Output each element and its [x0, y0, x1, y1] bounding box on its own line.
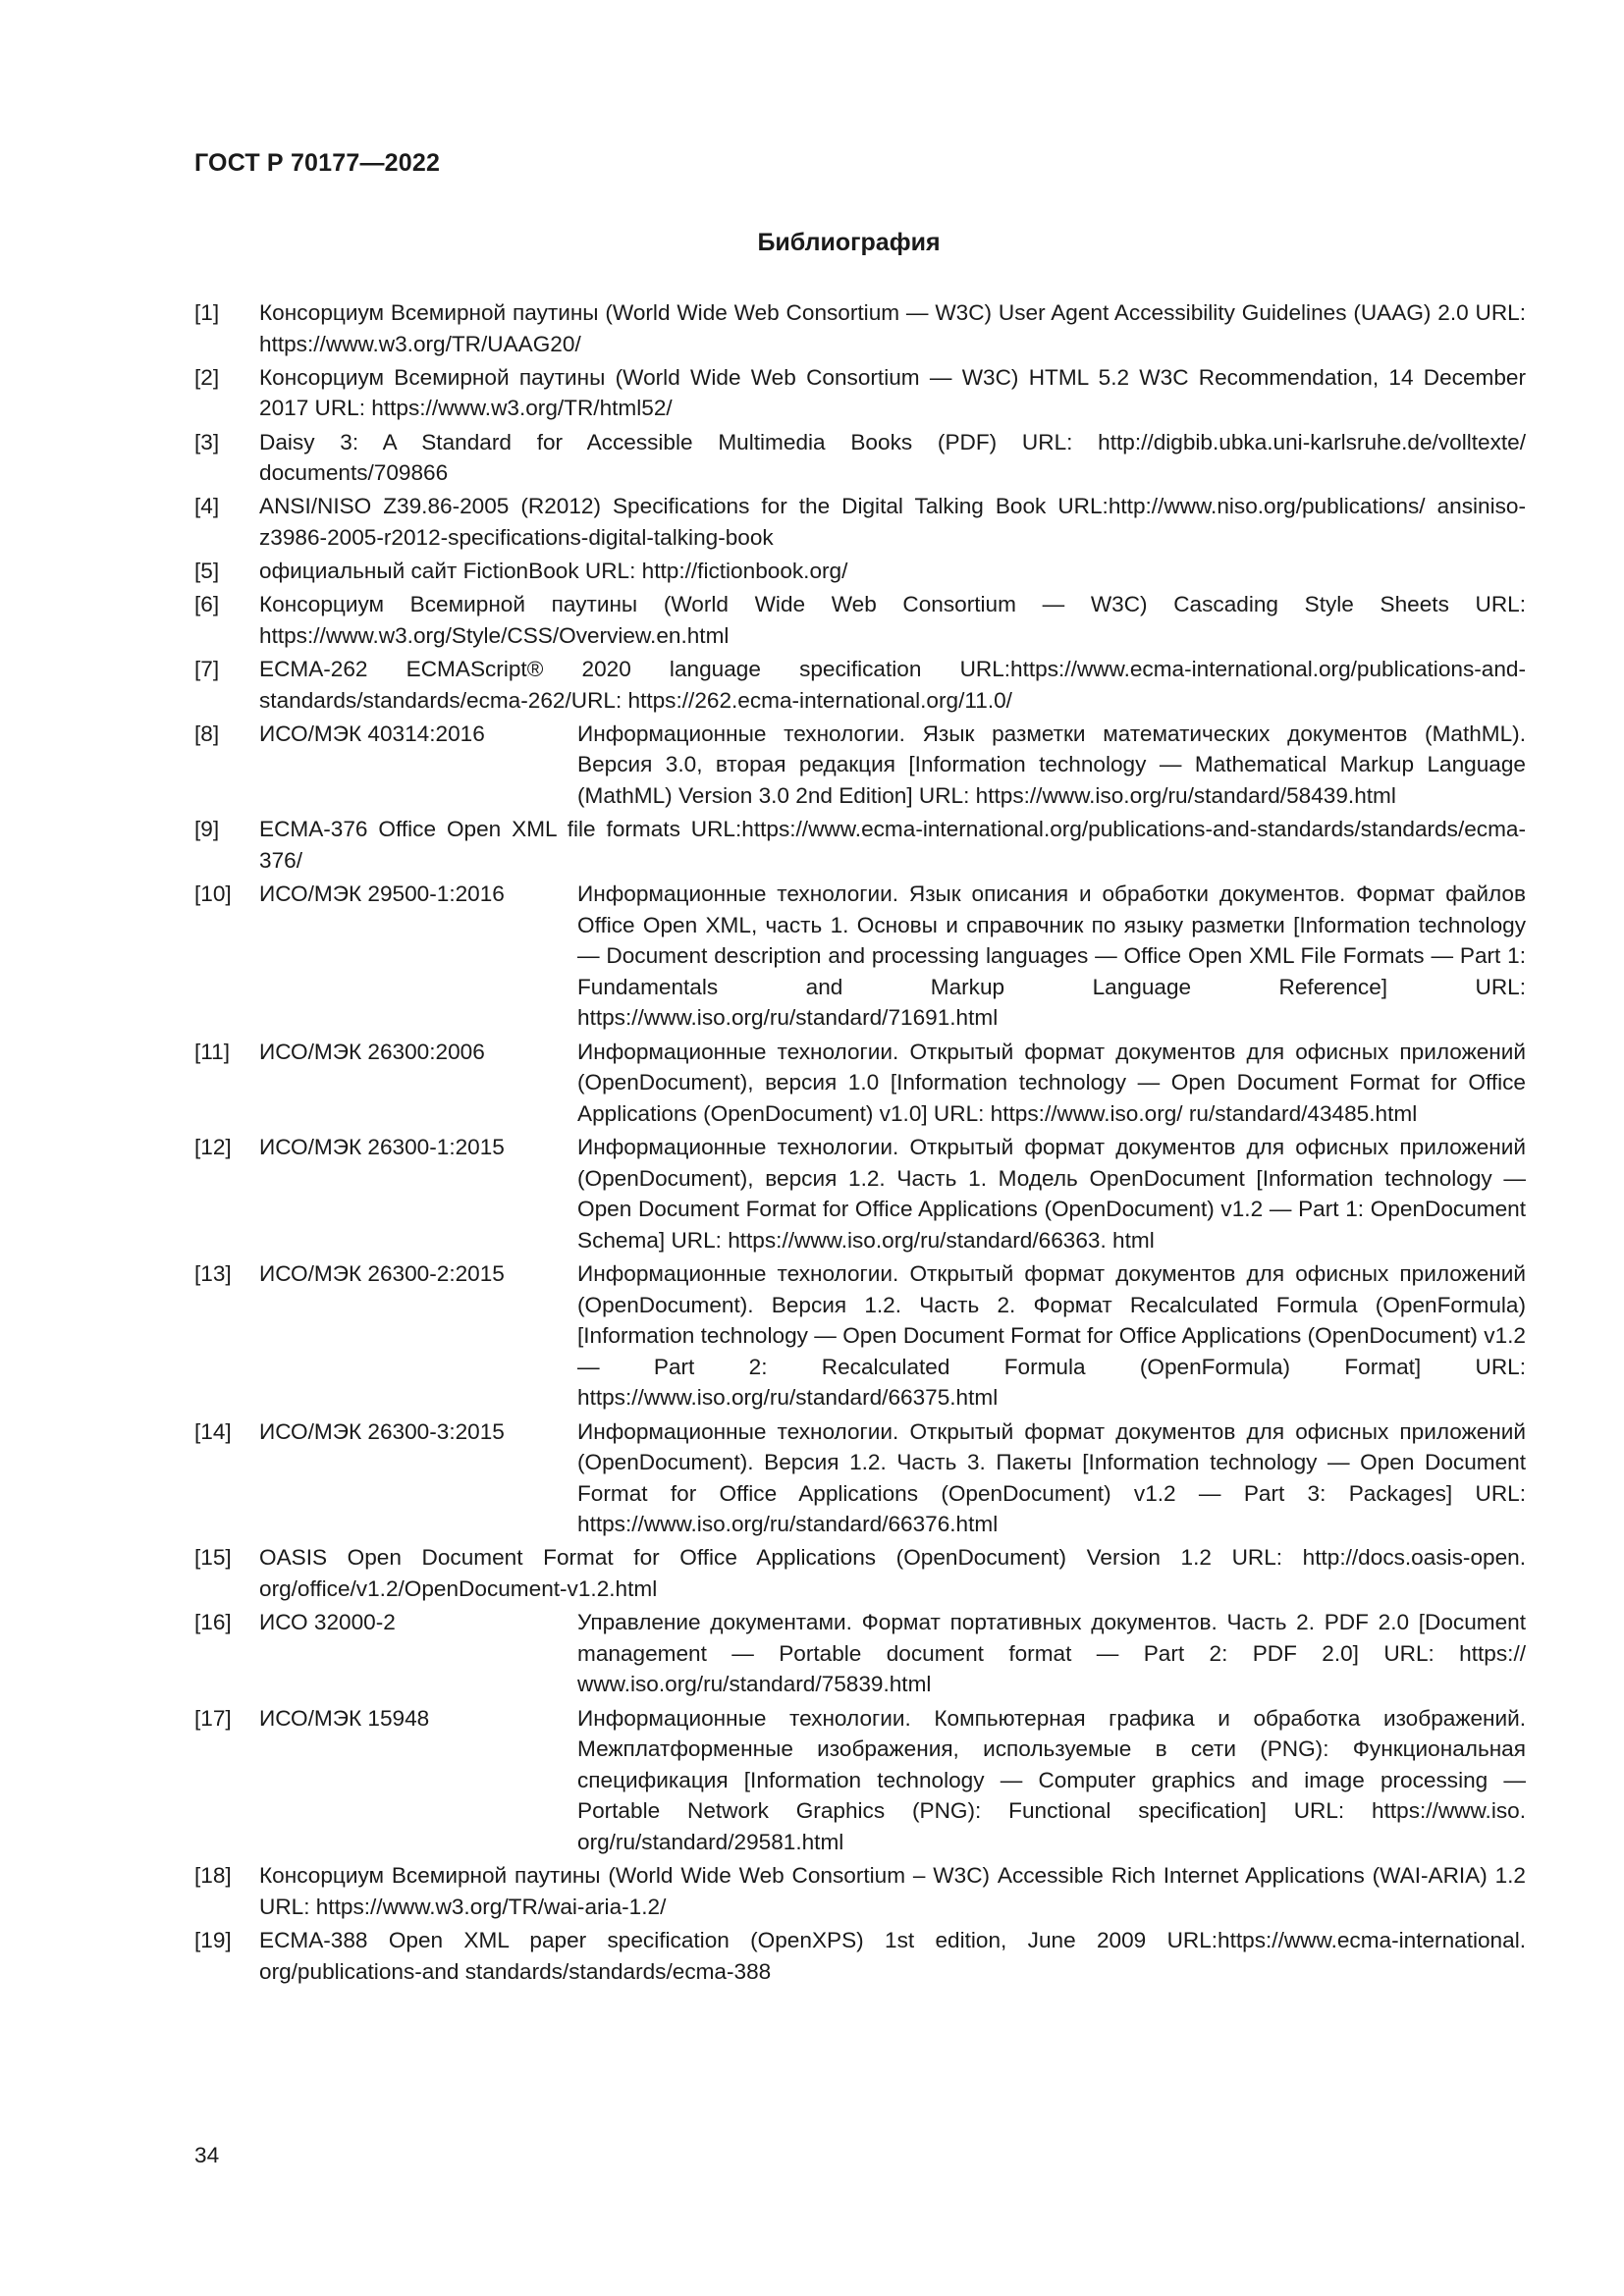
entry-standard-code: ИСО/МЭК 26300-3:2015: [259, 1418, 505, 1444]
entry-number: [18]: [194, 1863, 232, 1889]
entry-description: Информационные технологии. Язык описания и обработки документов. Формат файлов Office Open XML, часть 1. Основы и справочник по языку разметки [Information technology — Document description and processing languages — Office Open XML File Formats — Part 1: Fundamentals and Markup Language Reference] URL: https://www.iso.org/ru/standard/71691.html: [577, 881, 1526, 1031]
entry-description: Информационные технологии. Компьютерная графика и обработка изображений. Межплатформенные изображения, используемые в сети (PNG): Функциональная спецификация [Information technology — Computer graphics and image processing — Portable Network Graphics (PNG): Functional specification] URL: https://www.iso. org/ru/standard/29581.html: [577, 1705, 1526, 1854]
entry-number: [8]: [194, 721, 220, 746]
entry-number: [16]: [194, 1610, 232, 1635]
entry-number: [7]: [194, 657, 220, 682]
entry-number: [2]: [194, 364, 220, 390]
entry-number: [6]: [194, 592, 220, 617]
entry-text: ANSI/NISO Z39.86-2005 (R2012) Specifications for the Digital Talking Book URL:http://www.niso.org/publications/ ansiniso-z3986-2005-r2012-specifications-digital-talking-book: [259, 494, 1526, 550]
entry-description: Информационные технологии. Открытый формат документов для офисных приложений (OpenDocument). Версия 1.2. Часть 2. Формат Recalculated Formula (OpenFormula) [Information technology — Open Document Format for Office Applications (OpenDocument) v1.2 — Part 2: Recalculated Formula (OpenFormula) Format] URL: https://www.iso.org/ru/standard/66375.html: [577, 1260, 1526, 1411]
entry-standard-code: ИСО/МЭК 26300-2:2015: [259, 1260, 505, 1286]
entry-standard-code: ИСО 32000-2: [259, 1610, 396, 1635]
bibliography-entry: [194, 1925, 1526, 1987]
entry-number: [15]: [194, 1545, 232, 1571]
entry-number: [1]: [194, 300, 220, 325]
bibliography-entry: [194, 1258, 1526, 1414]
entry-number: [10]: [194, 881, 232, 907]
bibliography-entry: [194, 427, 1526, 489]
entry-standard-code: ИСО/МЭК 26300:2006: [259, 1039, 485, 1064]
entry-text: ECMA-376 Office Open XML file formats URL:https://www.ecma-international.org/publications-and-standards/standards/ecma-376/: [259, 817, 1526, 873]
entry-number: [12]: [194, 1134, 232, 1159]
entry-standard-code: ИСО/МЭК 40314:2016: [259, 721, 485, 746]
entry-standard-code: ИСО/МЭК 29500-1:2016: [259, 881, 505, 907]
entry-text: ECMA-262 ECMAScript® 2020 language specification URL:https://www.ecma-international.org/publications-and-standards/standards/ecma-262/URL: https://262.ecma-international.org/11.0/: [259, 657, 1526, 713]
bibliography-entry: [194, 1607, 1526, 1700]
bibliography-entry: [194, 879, 1526, 1034]
bibliography-list: [194, 297, 1526, 1990]
entry-text: Консорциум Всемирной паутины (World Wide Web Consortium – W3C) Accessible Rich Internet Applications (WAI-ARIA) 1.2 URL: https://www.w3.org/TR/wai-aria-1.2/: [259, 1863, 1526, 1919]
entry-number: [11]: [194, 1039, 231, 1064]
entry-standard-code: ИСО/МЭК 26300-1:2015: [259, 1134, 505, 1159]
bibliography-title: Библиография: [757, 229, 941, 256]
entry-description: Информационные технологии. Открытый формат документов для офисных приложений (OpenDocument). Версия 1.2. Часть 3. Пакеты [Information technology — Open Document Format for Office Applications (OpenDocument) v1.2 — Part 3: Packages] URL: https://www.iso.org/ru/standard/66376.html: [577, 1418, 1526, 1537]
entry-text: ECMA-388 Open XML paper specification (OpenXPS) 1st edition, June 2009 URL:https://www.ecma-international. org/publications-and standards/standards/ecma-388: [259, 1927, 1526, 1984]
document-code-header: ГОСТ Р 70177—2022: [194, 149, 441, 177]
bibliography-entry: [194, 654, 1526, 716]
bibliography-entry: [194, 814, 1526, 876]
bibliography-entry: [194, 589, 1526, 651]
entry-text: Консорциум Всемирной паутины (World Wide Web Consortium — W3C) HTML 5.2 W3C Recommendation, 14 December 2017 URL: https://www.w3.org/TR/html52/: [259, 364, 1526, 421]
entry-description: Информационные технологии. Открытый формат документов для офисных приложений (OpenDocument), версия 1.2. Часть 1. Модель OpenDocument [Information technology — Open Document Format for Office Applications (OpenDocument) v1.2 — Part 1: OpenDocument Schema] URL: https://www.iso.org/ru/standard/66363. html: [577, 1134, 1526, 1253]
entry-number: [3]: [194, 429, 220, 454]
bibliography-entry: [194, 1542, 1526, 1604]
page-number: 34: [194, 2143, 220, 2167]
entry-description: Информационные технологии. Язык разметки математических документов (MathML). Версия 3.0, вторая редакция [Information technology — Mathematical Markup Language (MathML) Version 3.0 2nd Edition] URL: https://www.iso.org/ru/standard/58439.html: [577, 721, 1526, 809]
bibliography-entry: [194, 297, 1526, 359]
entry-description: Управление документами. Формат портативных документов. Часть 2. PDF 2.0 [Document management — Portable document format — Part 2: PDF 2.0] URL: https:// www.iso.org/ru/standard/75839.html: [577, 1610, 1526, 1697]
entry-standard-code: ИСО/МЭК 15948: [259, 1705, 430, 1731]
bibliography-entry: [194, 1703, 1526, 1858]
entry-text: Консорциум Всемирной паутины (World Wide Web Consortium — W3C) User Agent Accessibility Guidelines (UAAG) 2.0 URL: https://www.w3.org/TR/UAAG20/: [259, 300, 1526, 356]
bibliography-entry: [194, 719, 1526, 812]
bibliography-entry: [194, 491, 1526, 553]
entry-text: Консорциум Всемирной паутины (World Wide Web Consortium — W3C) Cascading Style Sheets URL: https://www.w3.org/Style/CSS/Overview.en.html: [259, 592, 1526, 648]
bibliography-entry: [194, 556, 1526, 587]
entry-number: [19]: [194, 1927, 232, 1952]
entry-number: [9]: [194, 817, 220, 842]
bibliography-entry: [194, 1416, 1526, 1540]
entry-text: Daisy 3: A Standard for Accessible Multimedia Books (PDF) URL: http://digbib.ubka.uni-karlsruhe.de/volltexte/ documents/709866: [259, 429, 1526, 486]
bibliography-entry: [194, 1860, 1526, 1922]
entry-number: [4]: [194, 494, 220, 519]
bibliography-entry: [194, 1037, 1526, 1130]
entry-text: OASIS Open Document Format for Office Applications (OpenDocument) Version 1.2 URL: http://docs.oasis-open. org/office/v1.2/OpenDocument-v1.2.html: [259, 1545, 1526, 1602]
entry-number: [5]: [194, 559, 220, 584]
entry-text: официальный сайт FictionBook URL: http://fictionbook.org/: [259, 559, 848, 584]
bibliography-entry: [194, 1132, 1526, 1255]
entry-number: [13]: [194, 1260, 232, 1286]
entry-number: [14]: [194, 1418, 232, 1444]
bibliography-entry: [194, 362, 1526, 424]
entry-description: Информационные технологии. Открытый формат документов для офисных приложений (OpenDocument), версия 1.0 [Information technology — Open Document Format for Office Applications (OpenDocument) v1.0] URL: https://www.iso.org/ ru/standard/43485.html: [577, 1039, 1526, 1126]
entry-number: [17]: [194, 1705, 232, 1731]
